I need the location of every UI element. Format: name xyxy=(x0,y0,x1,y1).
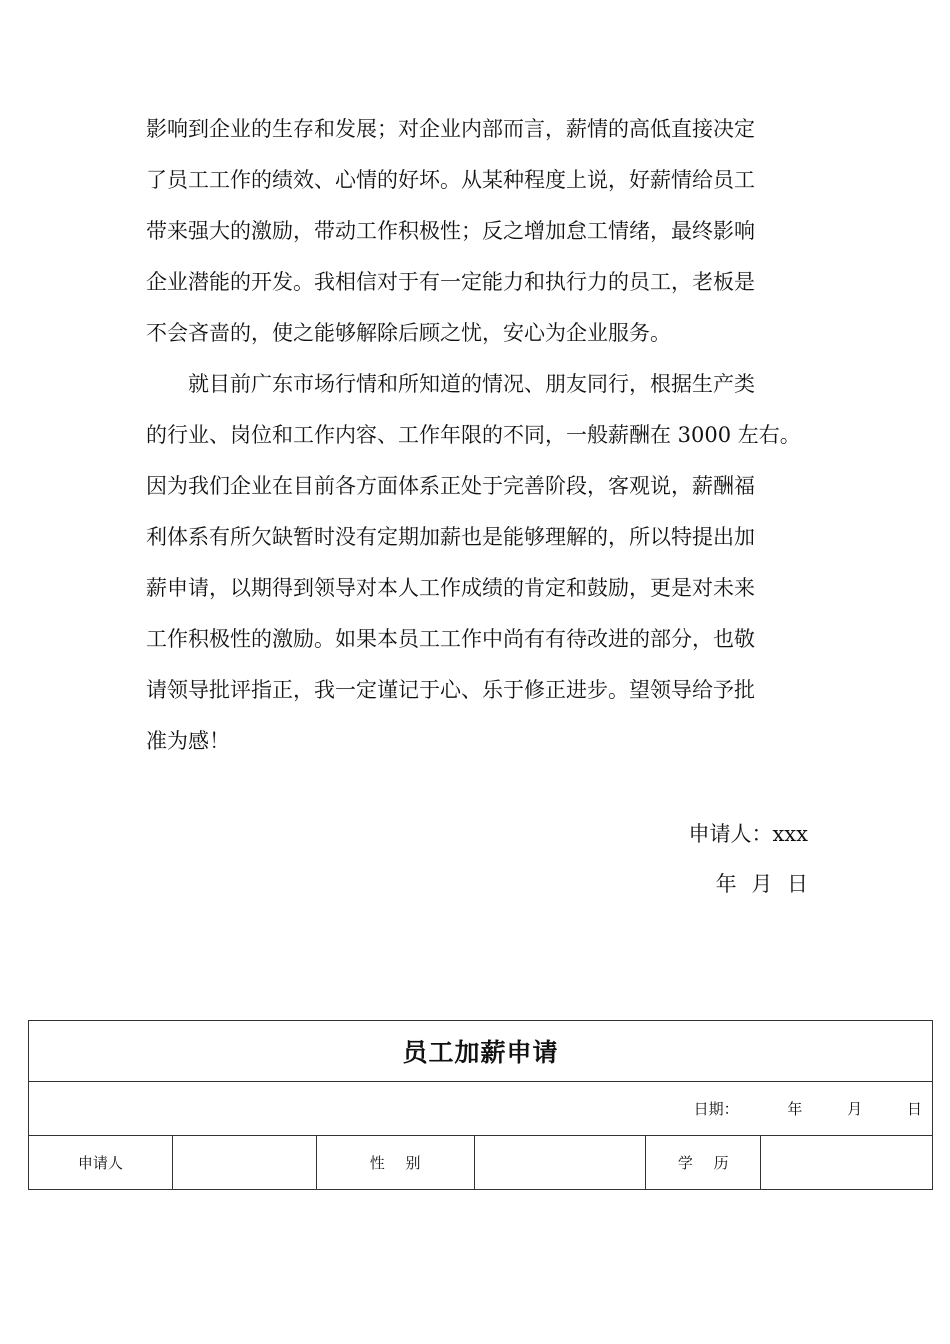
form-date-row xyxy=(29,1082,933,1136)
body-line: 不会吝啬的，使之能够解除后顾之忧，安心为企业服务。 xyxy=(146,321,671,345)
signature-date: 年 月 日 xyxy=(715,872,808,896)
form-title: 员工加薪申请 xyxy=(29,1021,933,1082)
body-line: 请领导批评指正，我一定谨记于心、乐于修正进步。望领导给予批 xyxy=(146,678,755,702)
date-month: 月 xyxy=(847,1100,863,1118)
body-line: 利体系有所欠缺暂时没有定期加薪也是能够理解的，所以特提出加 xyxy=(146,525,755,549)
body-line: 因为我们企业在目前各方面体系正处于完善阶段，客观说，薪酬福 xyxy=(146,474,755,498)
applicant-label: 申请人 xyxy=(29,1136,173,1190)
applicant-field[interactable] xyxy=(172,1136,316,1190)
date-label: 日期： xyxy=(693,1100,739,1118)
date-year: 年 xyxy=(787,1100,803,1118)
signature-applicant: 申请人：xxx xyxy=(688,822,808,846)
body-line: 了员工工作的绩效、心情的好坏。从某种程度上说，好薪情给员工 xyxy=(146,168,755,192)
education-field[interactable] xyxy=(761,1136,933,1190)
body-line: 工作积极性的激励。如果本员工工作中尚有有待改进的部分，也敬 xyxy=(146,627,755,651)
salary-raise-form xyxy=(28,1020,933,1190)
education-label: 学 历 xyxy=(646,1136,761,1190)
gender-field[interactable] xyxy=(474,1136,646,1190)
body-line: 带来强大的激励，带动工作积极性；反之增加怠工情绪，最终影响 xyxy=(146,219,755,243)
body-line: 影响到企业的生存和发展；对企业内部而言，薪情的高低直接决定 xyxy=(146,117,755,141)
letter-body xyxy=(146,104,826,767)
body-line: 准为感！ xyxy=(146,729,230,753)
gender-label: 性 别 xyxy=(316,1136,474,1190)
body-line: 的行业、岗位和工作内容、工作年限的不同，一般薪酬在 3000 左右。 xyxy=(146,423,801,447)
body-line: 薪申请，以期得到领导对本人工作成绩的肯定和鼓励，更是对未来 xyxy=(146,576,755,600)
body-line: 就目前广东市场行情和所知道的情况、朋友同行，根据生产类 xyxy=(188,372,755,396)
date-day: 日 xyxy=(906,1100,922,1118)
body-line: 企业潜能的开发。我相信对于有一定能力和执行力的员工，老板是 xyxy=(146,270,755,294)
